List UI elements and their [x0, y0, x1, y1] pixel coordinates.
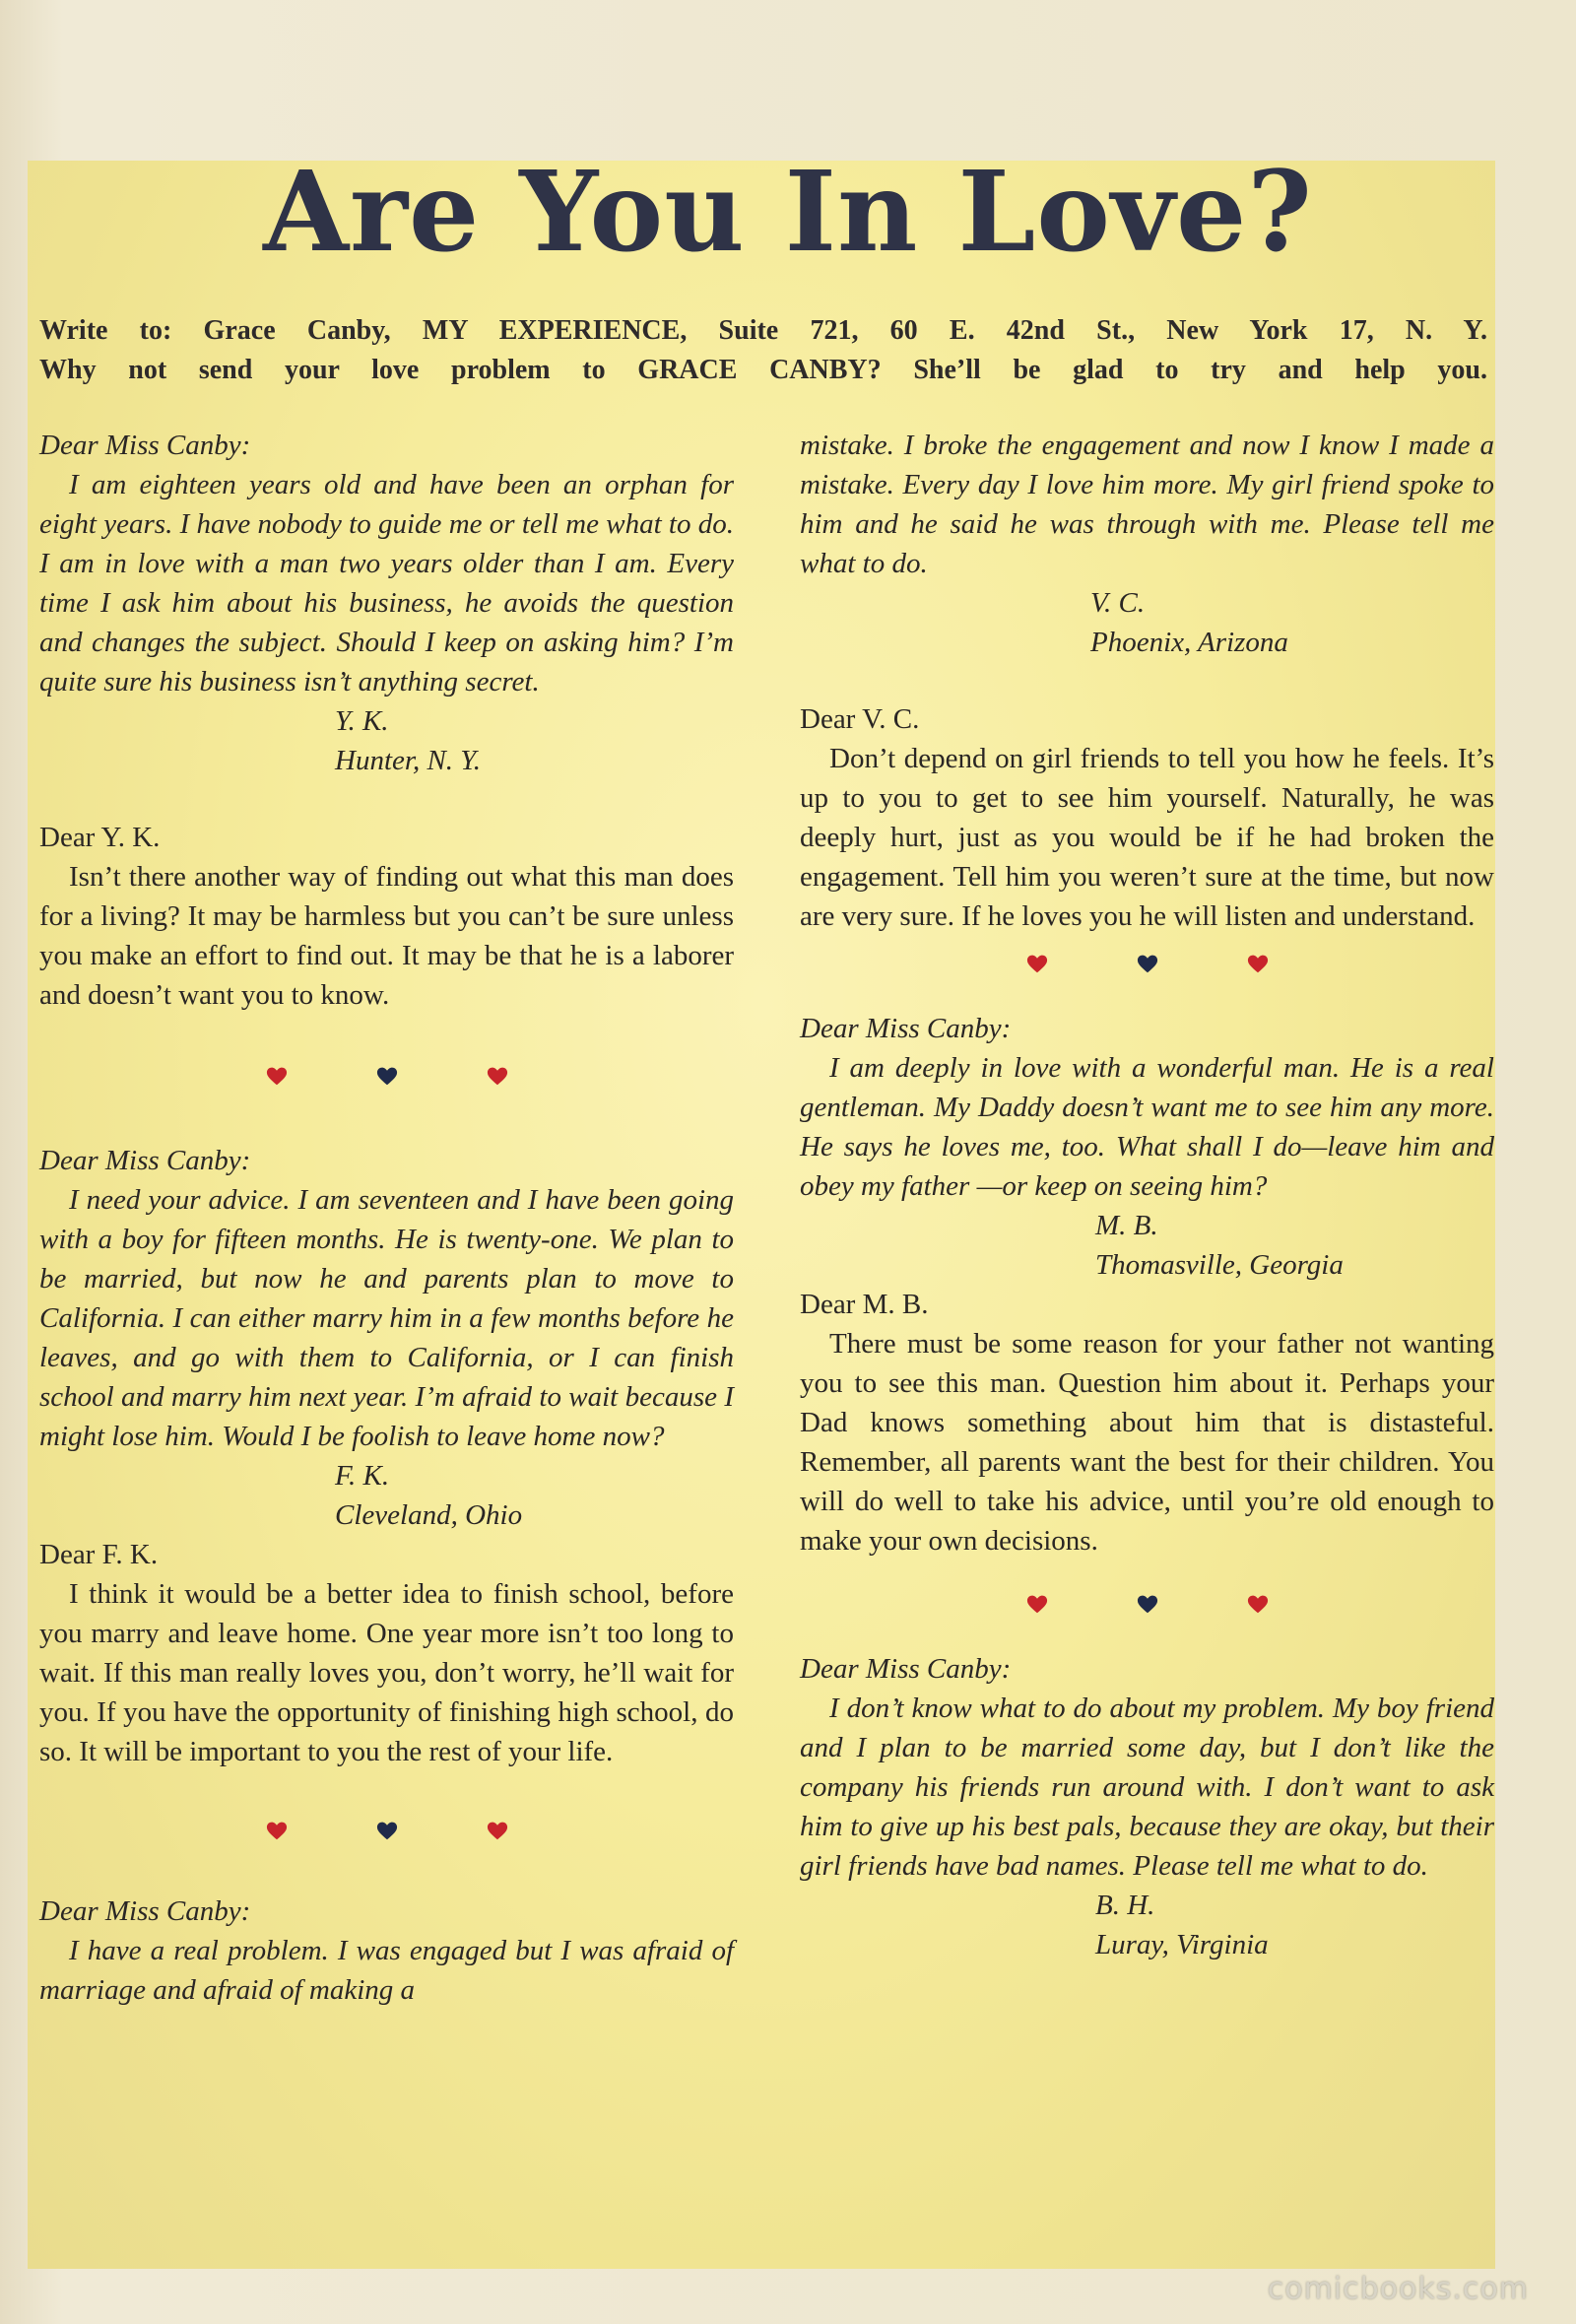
letter-initials: M. B.: [1095, 1210, 1158, 1241]
heart-red-icon: [266, 1066, 288, 1088]
heart-navy-icon: [376, 1821, 398, 1842]
letter-body: I have a real problem. I was engaged but I was afraid of marriage and afraid of making a: [39, 1935, 734, 2006]
letter-body: I am deeply in love with a wonderful man. He is a real gentleman. My Daddy doesn’t want me to see him any more. He says he loves me, too. What shall I do—leave him and obey my father —or keep on seeing him?: [800, 1052, 1494, 1202]
heart-divider: [39, 1066, 734, 1088]
intro-block: [39, 311, 1487, 390]
intro-invite-line: Why not send your love problem to GRACE CANBY? She’ll be glad to try and help you.: [39, 355, 1487, 385]
heart-red-icon: [1026, 1594, 1048, 1616]
letter-body: I am eighteen years old and have been an orphan for eight years. I have nobody to guide me or tell me what to do. I am in love with a man two years older than I am. Every time I ask him about his business, he avoids the question and changes the subject. Should I keep on asking him? I’m quite sure his business isn’t anything secret.: [39, 469, 734, 697]
letter-initials: V. C.: [1090, 587, 1146, 619]
heart-divider: [39, 1821, 734, 1842]
reply-mb: [800, 1285, 1494, 1560]
intro-address-line: Write to: Grace Canby, MY EXPERIENCE, Suite 721, 60 E. 42nd St., New York 17, N. Y.: [39, 315, 1487, 346]
reply-body: There must be some reason for your father not wanting you to see this man. Question him about it. Perhaps your Dad knows something about him that is distasteful. Remember, all parents want the best for their children. You will do well to take his advice, until you’re old enough to make your own decisions.: [800, 1328, 1494, 1557]
letter-salutation: Dear Miss Canby:: [39, 1895, 251, 1927]
letter-location: Thomasville, Georgia: [1095, 1249, 1344, 1281]
right-column: [800, 426, 1494, 1964]
watermark: comicbooks.com: [1267, 2272, 1529, 2306]
letter-vc-start: [39, 1892, 734, 2010]
letter-location: Hunter, N. Y.: [335, 745, 482, 776]
letter-initials: Y. K.: [335, 705, 389, 737]
letter-body: I need your advice. I am seventeen and I have been going with a boy for fifteen months. He is twenty-one. We plan to be married, but now he and parents plan to move to California. I can either marry him in a few months before he leaves, and go with them to California, or I can finish school and marry him next year. I’m afraid to wait because I might lose him. Would I be foolish to leave home now?: [39, 1184, 734, 1452]
heart-navy-icon: [1137, 1594, 1158, 1616]
heart-red-icon: [1247, 954, 1269, 975]
letter-mb: [800, 1009, 1494, 1285]
letter-salutation: Dear Miss Canby:: [39, 1145, 251, 1176]
left-column: [39, 426, 734, 2010]
heart-navy-icon: [376, 1066, 398, 1088]
heart-red-icon: [1247, 1594, 1269, 1616]
letter-location: Phoenix, Arizona: [1090, 627, 1288, 658]
reply-fk: [39, 1535, 734, 1771]
heart-divider: [800, 1594, 1494, 1616]
letter-location: Cleveland, Ohio: [335, 1499, 523, 1531]
reply-salutation: Dear F. K.: [39, 1539, 159, 1570]
heart-red-icon: [487, 1066, 508, 1088]
reply-yk: [39, 818, 734, 1015]
letter-salutation: Dear Miss Canby:: [800, 1013, 1012, 1044]
reply-body: Don’t depend on girl friends to tell you how he feels. It’s up to you to get to see him yourself. Naturally, he was deeply hurt, just as you would be if he had broken the engagement. Tell him you weren’t sure at the time, but now are very sure. If he loves you he will listen and understand.: [800, 743, 1494, 932]
letter-vc-continued: [800, 426, 1494, 662]
letter-yk: [39, 426, 734, 780]
heart-navy-icon: [1137, 954, 1158, 975]
letter-salutation: Dear Miss Canby:: [39, 430, 251, 461]
reply-salutation: Dear Y. K.: [39, 822, 161, 853]
heart-red-icon: [1026, 954, 1048, 975]
letter-salutation: Dear Miss Canby:: [800, 1653, 1012, 1685]
reply-vc: [800, 699, 1494, 936]
reply-salutation: Dear M. B.: [800, 1289, 929, 1320]
heart-divider: [800, 954, 1494, 975]
letter-body: I don’t know what to do about my problem. My boy friend and I plan to be married some day, but I don’t like the company his friends run around with. I don’t want to ask him to give up his best pals, because they are okay, but their girl friends have bad names. Please tell me what to do.: [800, 1693, 1494, 1882]
heart-red-icon: [266, 1821, 288, 1842]
letter-initials: B. H.: [1095, 1890, 1155, 1921]
letter-body: mistake. I broke the engagement and now I know I made a mistake. Every day I love him more. My girl friend spoke to him and he said he was through with me. Please tell me what to do.: [800, 430, 1494, 579]
reply-salutation: Dear V. C.: [800, 703, 920, 735]
heart-red-icon: [487, 1821, 508, 1842]
reply-body: Isn’t there another way of finding out what this man does for a living? It may be harmless but you can’t be sure unless you make an effort to find out. It may be that he is a laborer and doesn’t want you to know.: [39, 861, 734, 1011]
reply-body: I think it would be a better idea to finish school, before you marry and leave home. One year more isn’t too long to wait. If this man really loves you, don’t worry, he’ll wait for you. If you have the opportunity of finishing high school, do so. It will be important to you the rest of your life.: [39, 1578, 734, 1767]
letter-fk: [39, 1141, 734, 1535]
letter-location: Luray, Virginia: [1095, 1929, 1269, 1960]
letter-initials: F. K.: [335, 1460, 390, 1492]
page-title: Are You In Love?: [263, 148, 1313, 277]
letter-bh: [800, 1649, 1494, 1964]
